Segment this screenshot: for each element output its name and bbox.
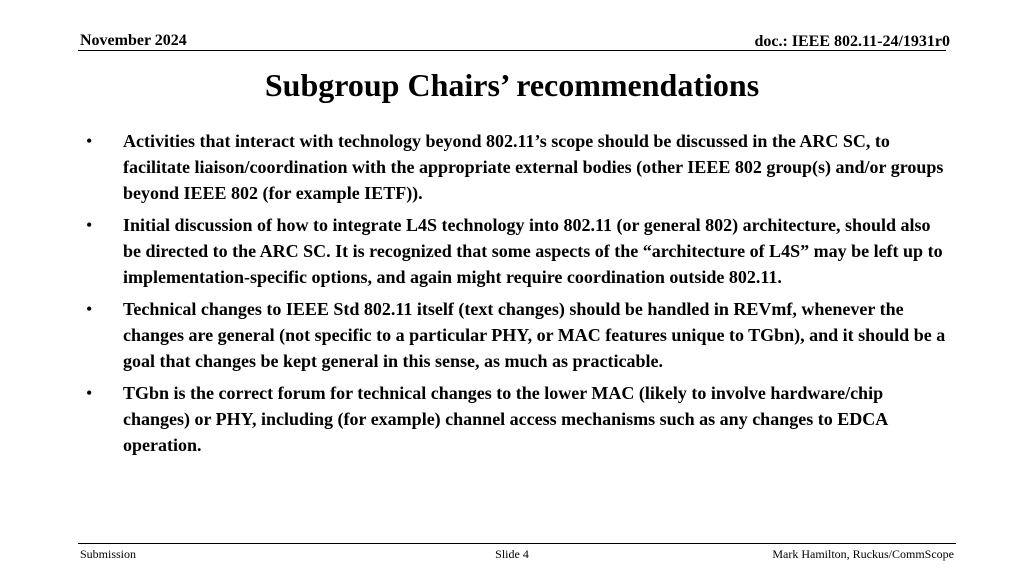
bullet-text: Initial discussion of how to integrate L4S technology into 802.11 (or general 802) architecture, should also be directed to the ARC SC. It is recognized that some aspects of the “architecture of L4S” may be left up to implementation-specific options, and again might require coordination outside 802.11. (123, 215, 943, 287)
bullet-marker: • (86, 131, 93, 151)
bullet-item (86, 212, 946, 290)
bullet-item (86, 380, 946, 458)
bullet-list (86, 128, 946, 464)
header-doc-id: doc.: IEEE 802.11-24/1931r0 (754, 33, 950, 50)
header-divider (78, 50, 946, 51)
bullet-item (86, 296, 946, 374)
bullet-marker: • (86, 383, 93, 403)
bullet-text: Technical changes to IEEE Std 802.11 itself (text changes) should be handled in REVmf, whenever the changes are general (not specific to a particular PHY, or MAC features unique to TGbn), and it should be a goal that changes be kept general in this sense, as much as practicable. (123, 299, 946, 371)
bullet-marker: • (86, 215, 93, 235)
bullet-text: TGbn is the correct forum for technical changes to the lower MAC (likely to involve hardware/chip changes) or PHY, including (for example) channel access mechanisms such as any changes to EDCA operation. (123, 383, 888, 455)
footer-slide-number: Slide 4 (495, 547, 529, 561)
footer-submission: Submission (80, 547, 137, 561)
bullet-text: Activities that interact with technology beyond 802.11’s scope should be discussed in the ARC SC, to facilitate liaison/coordination with the appropriate external bodies (other IEEE 802 group(s) and/or groups beyond IEEE 802 (for example IETF)). (123, 131, 944, 203)
footer-author: Mark Hamilton, Ruckus/CommScope (772, 547, 954, 561)
slide-title: Subgroup Chairs’ recommendations (264, 67, 760, 103)
header-date: November 2024 (80, 32, 187, 49)
bullet-marker: • (86, 299, 93, 319)
footer-divider (78, 543, 956, 544)
bullet-item (86, 128, 946, 206)
